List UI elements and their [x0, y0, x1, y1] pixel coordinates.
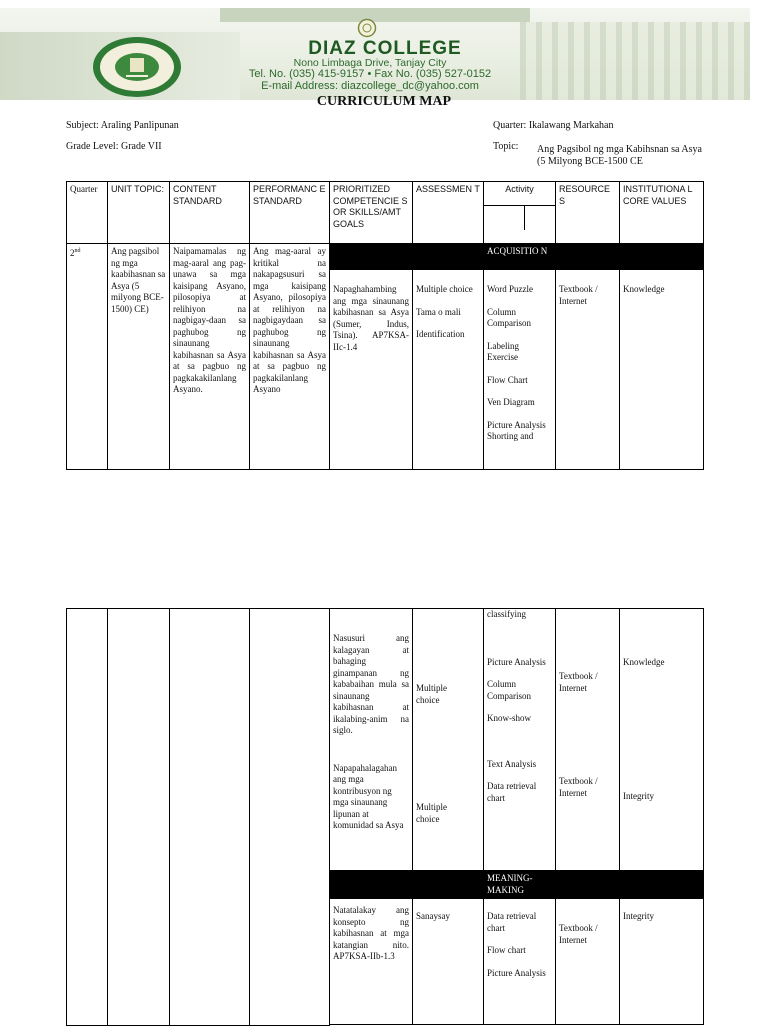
competency-cell: Nasusuri ang kalagayan at bahaging ginampanan ng kababaihan mula sa sinaunang kabihasnan at ikalabing-anim na siglo. Napapahalagahan ang mga kontribusyon ng mga sinaunang lipunan at komunidad sa Asya: [330, 609, 413, 871]
header-performance-standard: PERFORMANC E STANDARD: [250, 182, 330, 244]
college-seal-icon: [92, 36, 182, 98]
quarter-label: Quarter: Ikalawang Markahan: [493, 120, 614, 131]
activity-item: Know-show: [487, 713, 531, 723]
activity-item: Ven Diagram: [487, 397, 535, 407]
activity-item: Flow Chart: [487, 374, 528, 385]
header-competencies: PRIORITIZED COMPETENCIE S OR SKILLS/AMT GOALS: [330, 182, 413, 244]
subject-label: Subject: Araling Panlipunan: [66, 120, 179, 131]
assessment-item: Multiple choice: [416, 284, 473, 294]
resource-cell: Textbook / Internet: [556, 899, 620, 1025]
letterhead-banner: [0, 8, 750, 100]
header-quarter: Quarter: [67, 182, 108, 244]
core-value-cell: Knowledge: [620, 270, 704, 470]
assessment-item: Multiple choice: [416, 683, 447, 705]
header-unit-topic: UNIT TOPIC:: [108, 182, 170, 244]
activity-cell: [484, 899, 556, 1025]
performance-standard-cell-empty: [250, 609, 330, 1026]
core-value-cell: Integrity: [620, 899, 704, 1025]
activity-item: Picture Analysis: [487, 656, 546, 667]
activity-cell: [484, 609, 556, 871]
college-address: Nono Limbaga Drive, Tanjay City: [293, 57, 447, 69]
phase-row-acquisition: [67, 244, 704, 270]
unit-topic-cell-empty: [108, 609, 170, 1026]
college-contact: Tel. No. (035) 415-9157 • Fax No. (035) 527-0152: [248, 68, 492, 80]
activity-item: Word Puzzle: [487, 284, 534, 294]
header-resources: RESOURCE S: [556, 182, 620, 244]
curriculum-map-table: [66, 181, 704, 470]
college-name: DIAZ COLLEGE: [308, 38, 462, 59]
assessment-cell: Sanaysay: [413, 899, 484, 1025]
table-header-row: [67, 182, 704, 244]
activity-item: Picture Analysis: [487, 419, 546, 430]
header-activity: [484, 182, 556, 244]
resource-cell: Textbook / Internet: [556, 270, 620, 470]
header-assessment: ASSESSMEN T: [413, 182, 484, 244]
document-title: CURRICULUM MAP: [316, 94, 452, 109]
content-standard-cell-empty: [170, 609, 250, 1026]
assessment-item: Multiple choice: [416, 802, 447, 824]
phase-label-acquisition: ACQUISITIO N: [484, 244, 556, 270]
activity-item: Data retrieval chart: [487, 911, 537, 933]
activity-item: Flow chart: [487, 945, 526, 955]
building-photo-right: [520, 22, 750, 100]
grade-level-label: Grade Level: Grade VII: [66, 141, 162, 152]
activity-item: Column Comparison: [487, 306, 531, 328]
content-standard-cell: Naipamamalas ng mag-aaral ang pag-unawa sa mga kaisipang Asyano, pilosopiya at relihiyon na nagbigay-daan sa paghubog ng sinaunang kabihasnan sa Asya at sa pagbuo ng pagkakakilanlang Asyano.: [170, 244, 250, 470]
activity-header-label: Activity: [484, 182, 555, 206]
topic-label: Topic:: [493, 141, 519, 152]
college-email: E-mail Address: diazcollege_dc@yahoo.com: [261, 80, 479, 92]
curriculum-map-table-continued: [66, 608, 704, 1026]
core-value-cell: Knowledge Integrity: [620, 609, 704, 871]
small-seal-icon: [357, 18, 377, 38]
activity-cell: [484, 270, 556, 470]
topic-text: Ang Pagsibol ng mga Kabihsnan sa Asya (5 Milyong BCE-1500 CE: [537, 144, 702, 167]
assessment-item: Identification: [416, 329, 465, 339]
header-core-values: INSTITUTIONA L CORE VALUES: [620, 182, 704, 244]
phase-label-meaning-making: MEANING- MAKING: [484, 871, 556, 899]
unit-topic-cell: Ang pagsibol ng mga kaabihasnan sa Asya (5 milyong BCE-1500) CE): [108, 244, 170, 470]
competency-cell: Natatalakay ang konsepto ng kabihasnan at mga katangian nito. AP7KSA-IIb-1.3: [330, 899, 413, 1025]
table-row: [67, 609, 704, 871]
activity-item: Text Analysis: [487, 758, 537, 769]
quarter-cell-empty: [67, 609, 108, 1026]
activity-item: Shorting and: [487, 431, 534, 441]
header-content-standard: CONTENT STANDARD: [170, 182, 250, 244]
performance-standard-cell: Ang mag-aaral ay kritikal na nakapagsusuri sa mga kaisipang Asyano, pilosopiya at relihiyon na nagbigaydaan sa paghubog ng sinaunang kabihasnan sa Asya at sa pagbuo ng pagkakilanlang Asyano: [250, 244, 330, 470]
assessment-cell: [413, 270, 484, 470]
activity-item: Column Comparison: [487, 679, 531, 701]
assessment-cell: [413, 609, 484, 871]
activity-item: classifying: [487, 609, 526, 619]
quarter-cell: 2nd: [67, 244, 108, 470]
resource-cell: Textbook / Internet Textbook / Internet: [556, 609, 620, 871]
activity-item: Picture Analysis: [487, 967, 546, 978]
activity-item: Labeling Exercise: [487, 340, 519, 362]
competency-cell: Napaghahambing ang mga sinaunang kabihasnan sa Asya (Sumer, Indus, Tsina). AP7KSA-IIc-1.4: [330, 270, 413, 470]
activity-item: Data retrieval chart: [487, 781, 537, 803]
assessment-item: Tama o mali: [416, 306, 461, 317]
activity-subcells: [484, 206, 555, 230]
